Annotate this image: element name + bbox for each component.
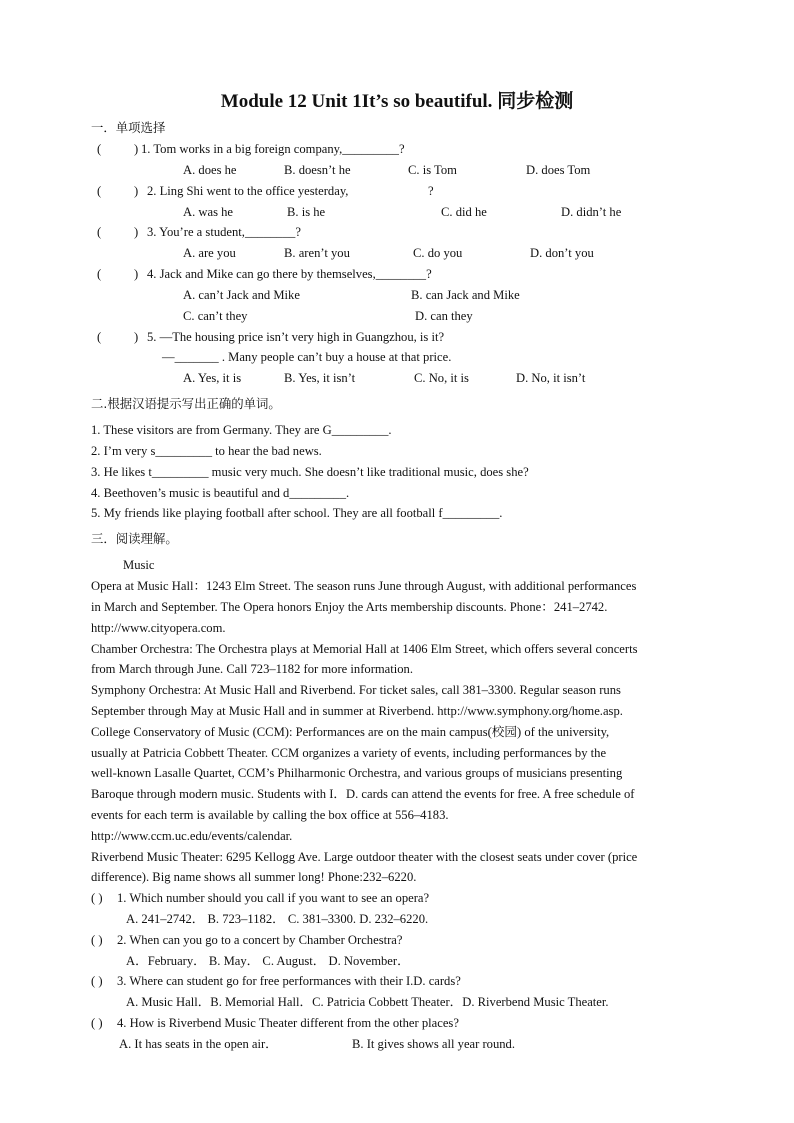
q1-paren-open: ( xyxy=(97,142,102,156)
q3-paren-close: ) xyxy=(134,225,139,239)
q4-paren-open: ( xyxy=(97,267,102,281)
q5-option-d: D. No, it isn’t xyxy=(516,371,586,385)
q3-stem: 3. You’re a student,________? xyxy=(147,225,301,239)
q2-option-a: A. was he xyxy=(183,205,234,219)
q4-option-c: C. can’t they xyxy=(183,309,248,323)
reading-q3-stem: 3. Where can student go for free performances with their I.D. cards? xyxy=(117,974,461,988)
reading-q4-option-b: B. It gives shows all year round. xyxy=(352,1037,515,1051)
section2-heading: 二.根据汉语提示写出正确的单词。 xyxy=(91,396,281,411)
q2-option-c: C. did he xyxy=(441,205,487,219)
section3-heading: 三．阅读理解。 xyxy=(91,531,178,546)
passage-line: usually at Patricia Cobbett Theater. CCM organizes a variety of events, including performances by the xyxy=(91,746,607,760)
reading-q1-stem: 1. Which number should you call if you want to see an opera? xyxy=(117,891,430,905)
q5-stem-line2: —_______ . Many people can’t buy a house at that price. xyxy=(162,350,452,364)
q2-option-b: B. is he xyxy=(287,205,326,219)
q3-option-a: A. are you xyxy=(183,246,236,260)
q3-option-c: C. do you xyxy=(413,246,463,260)
q2-option-d: D. didn’t he xyxy=(561,205,622,219)
reading-q3-paren: ( ) xyxy=(91,974,103,988)
q5-option-b: B. Yes, it isn’t xyxy=(284,371,356,385)
q4-option-a: A. can’t Jack and Mike xyxy=(183,288,300,302)
passage-line: http://www.ccm.uc.edu/events/calendar. xyxy=(91,829,293,843)
q5-paren-open: ( xyxy=(97,330,102,344)
passage-line: Opera at Music Hall：1243 Elm Street. The season runs June through August, with additional performances xyxy=(91,579,637,593)
q4-option-d: D. can they xyxy=(415,309,473,323)
title-english: Module 12 Unit 1It’s so beautiful. xyxy=(220,91,493,112)
reading-q4-option-a: A. It has seats in the open air． xyxy=(119,1037,278,1051)
passage-line: from March through June. Call 723–1182 for more information. xyxy=(91,662,414,676)
q1-paren-close: ) xyxy=(134,142,139,156)
reading-q3-options: A. Music Hall．B. Memorial Hall．C. Patricia Cobbett Theater．D. Riverbend Music Theater. xyxy=(126,995,609,1009)
passage-line: difference). Big name shows all summer long! Phone:232–6220. xyxy=(91,870,417,884)
section1-heading: 一．单项选择 xyxy=(91,120,166,135)
passage-line: Baroque through modern music. Students with I．D. cards can attend the events for free. A free schedule of xyxy=(91,787,635,801)
fill-item: 5. My friends like playing football after school. They are all football f_________. xyxy=(91,506,503,520)
fill-item: 2. I’m very s_________ to hear the bad news. xyxy=(91,444,322,458)
q4-option-b: B. can Jack and Mike xyxy=(411,288,520,302)
reading-q1-paren: ( ) xyxy=(91,891,103,905)
q1-option-a: A. does he xyxy=(183,163,237,177)
q5-option-a: A. Yes, it is xyxy=(183,371,242,385)
q1-option-d: D. does Tom xyxy=(526,163,591,177)
fill-item: 4. Beethoven’s music is beautiful and d_________. xyxy=(91,486,350,500)
passage-line: http://www.cityopera.com. xyxy=(91,621,226,635)
passage-title: Music xyxy=(123,558,155,572)
fill-item: 3. He likes t_________ music very much. She doesn’t like traditional music, does she? xyxy=(91,465,529,479)
passage-line: in March and September. The Opera honors Enjoy the Arts membership discounts. Phone：241–2742. xyxy=(91,600,608,614)
q2-stem: 2. Ling Shi went to the office yesterday, xyxy=(147,184,349,198)
passage-line: September through May at Music Hall and in summer at Riverbend. http://www.symphony.org/home.asp. xyxy=(91,704,623,718)
page-title xyxy=(0,86,794,113)
reading-q4-paren: ( ) xyxy=(91,1016,103,1030)
q2-stem-tail: ? xyxy=(428,184,434,198)
reading-q1-options: A. 241–2742． B. 723–1182． C. 381–3300. D. 232–6220. xyxy=(126,912,429,926)
reading-q4-stem: 4. How is Riverbend Music Theater different from the other places? xyxy=(117,1016,459,1030)
q3-paren-open: ( xyxy=(97,225,102,239)
q5-option-c: C. No, it is xyxy=(414,371,469,385)
q4-paren-close: ) xyxy=(134,267,139,281)
passage-line: College Conservatory of Music (CCM): Performances are on the main campus(校园) of the university, xyxy=(91,725,610,739)
q5-paren-close: ) xyxy=(134,330,139,344)
q5-stem: 5. —The housing price isn’t very high in Guangzhou, is it? xyxy=(147,330,445,344)
reading-q2-stem: 2. When can you go to a concert by Chamber Orchestra? xyxy=(117,933,403,947)
passage-line: Chamber Orchestra: The Orchestra plays at Memorial Hall at 1406 Elm Street, which offers several concerts xyxy=(91,642,638,656)
q1-option-b: B. doesn’t he xyxy=(284,163,351,177)
q3-option-d: D. don’t you xyxy=(530,246,594,260)
passage-line: events for each term is available by calling the box office at 556–4183. xyxy=(91,808,449,822)
reading-q2-paren: ( ) xyxy=(91,933,103,947)
passage-line: Symphony Orchestra: At Music Hall and Riverbend. For ticket sales, call 381–3300. Regular season runs xyxy=(91,683,621,697)
q4-stem: 4. Jack and Mike can go there by themselves,________? xyxy=(147,267,432,281)
fill-item: 1. These visitors are from Germany. They are G_________. xyxy=(91,423,392,437)
title-chinese: 同步检测 xyxy=(497,90,574,112)
q2-paren-close: ) xyxy=(134,184,139,198)
q1-stem: 1. Tom works in a big foreign company,_________? xyxy=(141,142,405,156)
q2-paren-open: ( xyxy=(97,184,102,198)
q1-option-c: C. is Tom xyxy=(408,163,457,177)
reading-q2-options: A．February． B. May． C. August． D. November． xyxy=(126,954,410,968)
passage-line: well-known Lasalle Quartet, CCM’s Philharmonic Orchestra, and various groups of musicians presenting xyxy=(91,766,623,780)
q3-option-b: B. aren’t you xyxy=(284,246,350,260)
passage-line: Riverbend Music Theater: 6295 Kellogg Ave. Large outdoor theater with the closest seats under cover (price xyxy=(91,850,638,864)
